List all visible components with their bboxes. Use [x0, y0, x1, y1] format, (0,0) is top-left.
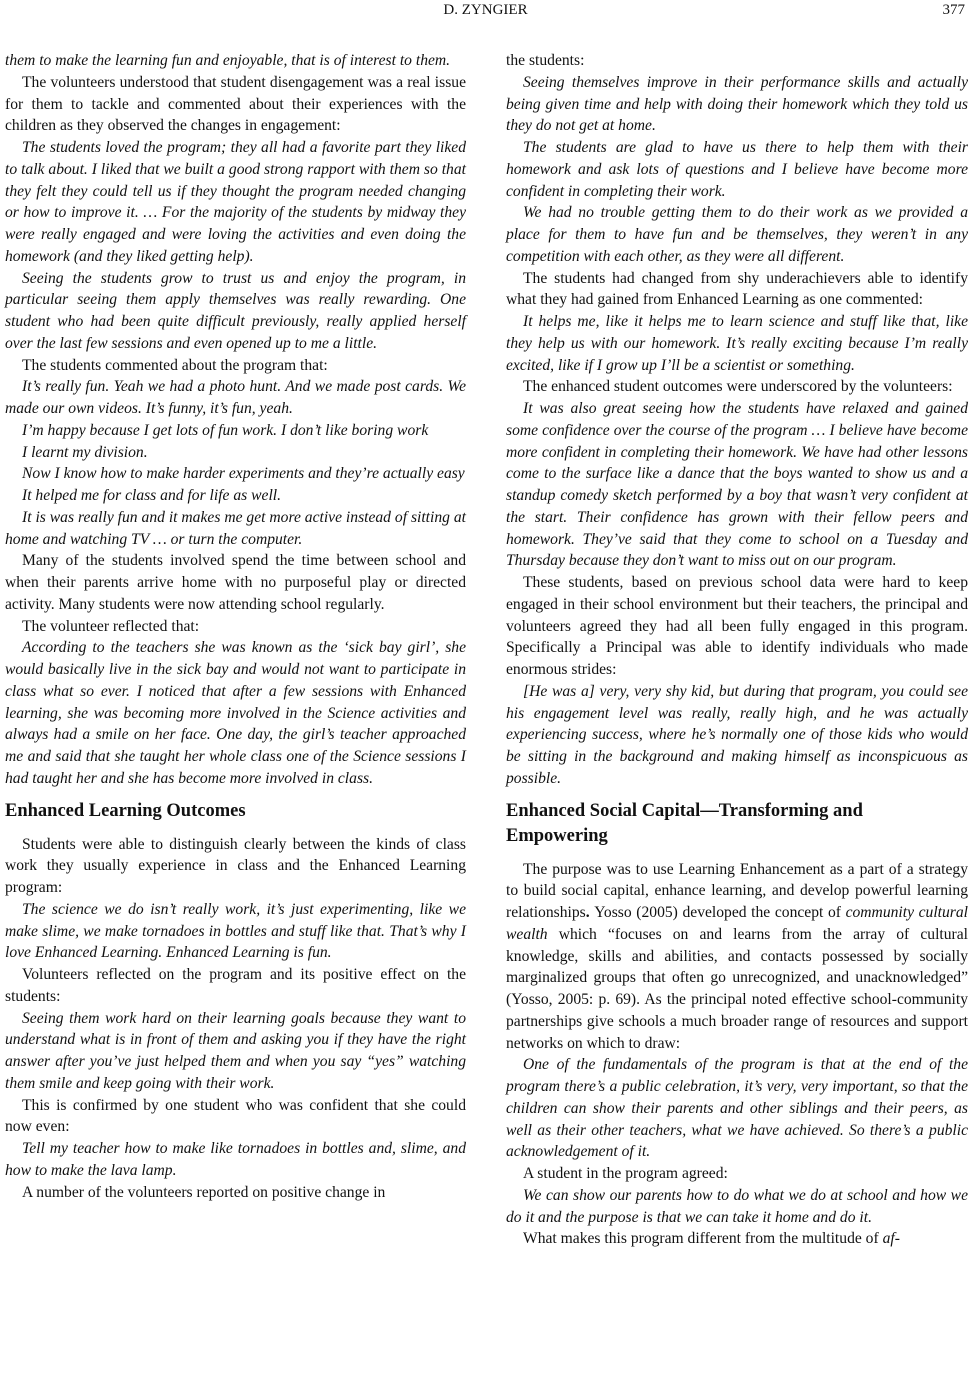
body-paragraph: A number of the volunteers reported on positive change in: [22, 1183, 386, 1201]
body-paragraph: A student in the program agreed:: [523, 1165, 728, 1182]
body-paragraph: [506, 1228, 968, 1250]
text-segment: What makes this program different from the multitude of: [523, 1230, 883, 1248]
section-heading: Enhanced Learning Outcomes: [5, 800, 246, 821]
body-paragraph: the students:: [506, 52, 585, 69]
quote-paragraph: It helped me for class and for life as well.: [22, 487, 282, 504]
quote-paragraph: The students loved the program; they all had a favorite part they liked to talk about. I liked that we built a good strong rapport with them so that they felt they could tell us if they thought the program needed changing or how to improve it. … For the majority of the students by midway they were really engaged and were loving the activities and even doing the homework (and they liked getting help).: [5, 139, 466, 265]
body-paragraph: Many of the students involved spend the time between school and when their parents arrive home with no purposeful play or directed activity. Many students were now attending school regularly.: [5, 552, 466, 613]
quote-paragraph: I learnt my division.: [22, 443, 148, 461]
quote-paragraph: The science we do isn’t really work, it’s just experimenting, like we make slime, we make tornadoes in bottles and stuff like that. That’s why I love Enhanced Learning. Enhanced Learning is fun.: [5, 900, 466, 962]
body-paragraph: The volunteers understood that student disengagement was a real issue for them to tackle and commented about their experiences with the children as they observed the changes in engagement:: [5, 73, 466, 135]
body-paragraph: [506, 859, 968, 1055]
quote-paragraph: It was also great seeing how the students have relaxed and gained some confidence over the course of the program … I believe have become more confident in completing their homework. We have had other lessons come to the surface like a dance that the boys wanted to show us and a standup comedy sketch performed by a boy that wasn’t very confident at the start. Their confidence has grown with their fellow peers and homework. They’ve said that they come to school on a Tuesday and Thursday because they don’t want to miss out on our program.: [506, 400, 968, 570]
body-paragraph: The volunteer reflected that:: [22, 617, 200, 635]
text-segment: .: [585, 904, 595, 921]
quote-paragraph: I’m happy because I get lots of fun work. I don’t like boring work: [22, 421, 429, 439]
quote-paragraph: One of the fundamentals of the program is that at the end of the program there’s a public celebration, it’s very, very important, so that the children can show their parents and other siblings and their peers, as well as their other teachers, what we have achieved. So there’s a public acknowledgement of it.: [506, 1056, 968, 1161]
quote-paragraph: them to make the learning fun and enjoyable, that is of interest to them.: [5, 52, 451, 69]
quote-paragraph: Seeing them work hard on their learning goals because they want to understand what is in front of them and asking you if they have the right answer after you’ve just helped them and when you say “yes” watching them smile and keep going with their work.: [5, 1009, 466, 1092]
text-segment: af-: [882, 1230, 900, 1248]
quote-paragraph: [He was a] very, very shy kid, but during that program, you could see his engagement level was really, really high, and he was actually experiencing success, where he’s normally one of those kids who would be sitting in the background and making himself as inconspicuous as possible.: [506, 682, 968, 787]
text-segment: Yosso (2005) developed the concept of: [594, 904, 846, 921]
quote-paragraph: According to the teachers she was known as the ‘sick bay girl’, she would basically live in the sick bay and would not want to participate in class what so ever. I noticed that after a few sessions with Enhanced learning, she was becoming more involved in the Science activities and always had a smile on her face. One day, the girl’s teacher approached me and said that she taught her whole class one of the Science sessions I had taught her and she has become more involved in class.: [5, 639, 466, 787]
quote-paragraph: Seeing themselves improve in their performance skills and actually being given time and help with doing their homework which they told us they do not get at home.: [506, 73, 968, 135]
quote-paragraph: It’s really fun. Yeah we had a photo hunt. And we made post cards. We made our own videos. It’s funny, it’s fun, yeah.: [5, 378, 466, 417]
section-heading: Enhanced Social Capital—Transforming and Empowering: [506, 800, 863, 846]
text-segment: which “focuses on and learns from the array of cultural knowledge, skills and abilities, and contacts possessed by socially marginalized groups that often go unrecognized, and unacknowledged” (Yosso, 2005: p. 69). As the principal noted effective school-community partnerships give schools a much broader range of resources and support networks on which to draw:: [506, 925, 968, 1052]
page-number: 377: [942, 2, 965, 18]
quote-paragraph: The students are glad to have us there to help them with their homework and ask lots of questions and I believe have become more confident in completing their work.: [506, 139, 968, 200]
quote-paragraph: We had no trouble getting them to do their work as we provided a place for them to have fun and be themselves, they weren’t in any competition with each other, as they were all different.: [506, 204, 968, 265]
right-column: [506, 50, 968, 1250]
quote-paragraph: Seeing the students grow to trust us and enjoy the program, in particular seeing them apply themselves was really rewarding. One student who had been quite difficult previously, really applied herself over the last few sessions and even opened up to me a little.: [5, 269, 466, 352]
body-paragraph: Volunteers reflected on the program and its positive effect on the students:: [5, 966, 466, 1005]
quote-paragraph: We can show our parents how to do what we do at school and how we do it and the purpose is that we can take it home and do it.: [506, 1186, 968, 1226]
text-segment: community cultural wealth: [506, 904, 968, 943]
left-column: [5, 50, 466, 1203]
body-paragraph: The enhanced student outcomes were underscored by the volunteers:: [523, 378, 953, 396]
quote-paragraph: It helps me, like it helps me to learn science and stuff like that, like they help us with our homework. It’s really exciting because I’m really excited, like if I grow up I’ll be a scientist or something.: [506, 313, 968, 374]
body-paragraph: The students commented about the program that:: [22, 356, 328, 374]
body-paragraph: Students were able to distinguish clearly between the kinds of class work they usually experience in class and the Enhanced Learning program:: [5, 835, 466, 896]
text-segment: The purpose was to use Learning Enhancement as a part of a strategy to build social capital, enhance learning, and develop powerful learning relationships: [506, 860, 968, 921]
body-paragraph: These students, based on previous school data were hard to keep engaged in their school environment but their teachers, the principal and volunteers agreed they had all been fully engaged in this program. Specifically a Principal was able to identify individuals who made enormous strides:: [506, 574, 968, 678]
quote-paragraph: Tell my teacher how to make like tornadoes in bottles and, slime, and how to make the lava lamp.: [5, 1140, 466, 1179]
running-head: D. ZYNGIER: [443, 2, 528, 18]
quote-paragraph: It is was really fun and it makes me get more active instead of sitting at home and watching TV … or turn the computer.: [5, 508, 466, 548]
body-paragraph: The students had changed from shy underachievers able to identify what they had gained from Enhanced Learning as one commented:: [506, 269, 968, 309]
body-paragraph: This is confirmed by one student who was confident that she could now even:: [5, 1096, 466, 1136]
quote-paragraph: Now I know how to make harder experiments and they’re actually easy: [22, 465, 465, 483]
